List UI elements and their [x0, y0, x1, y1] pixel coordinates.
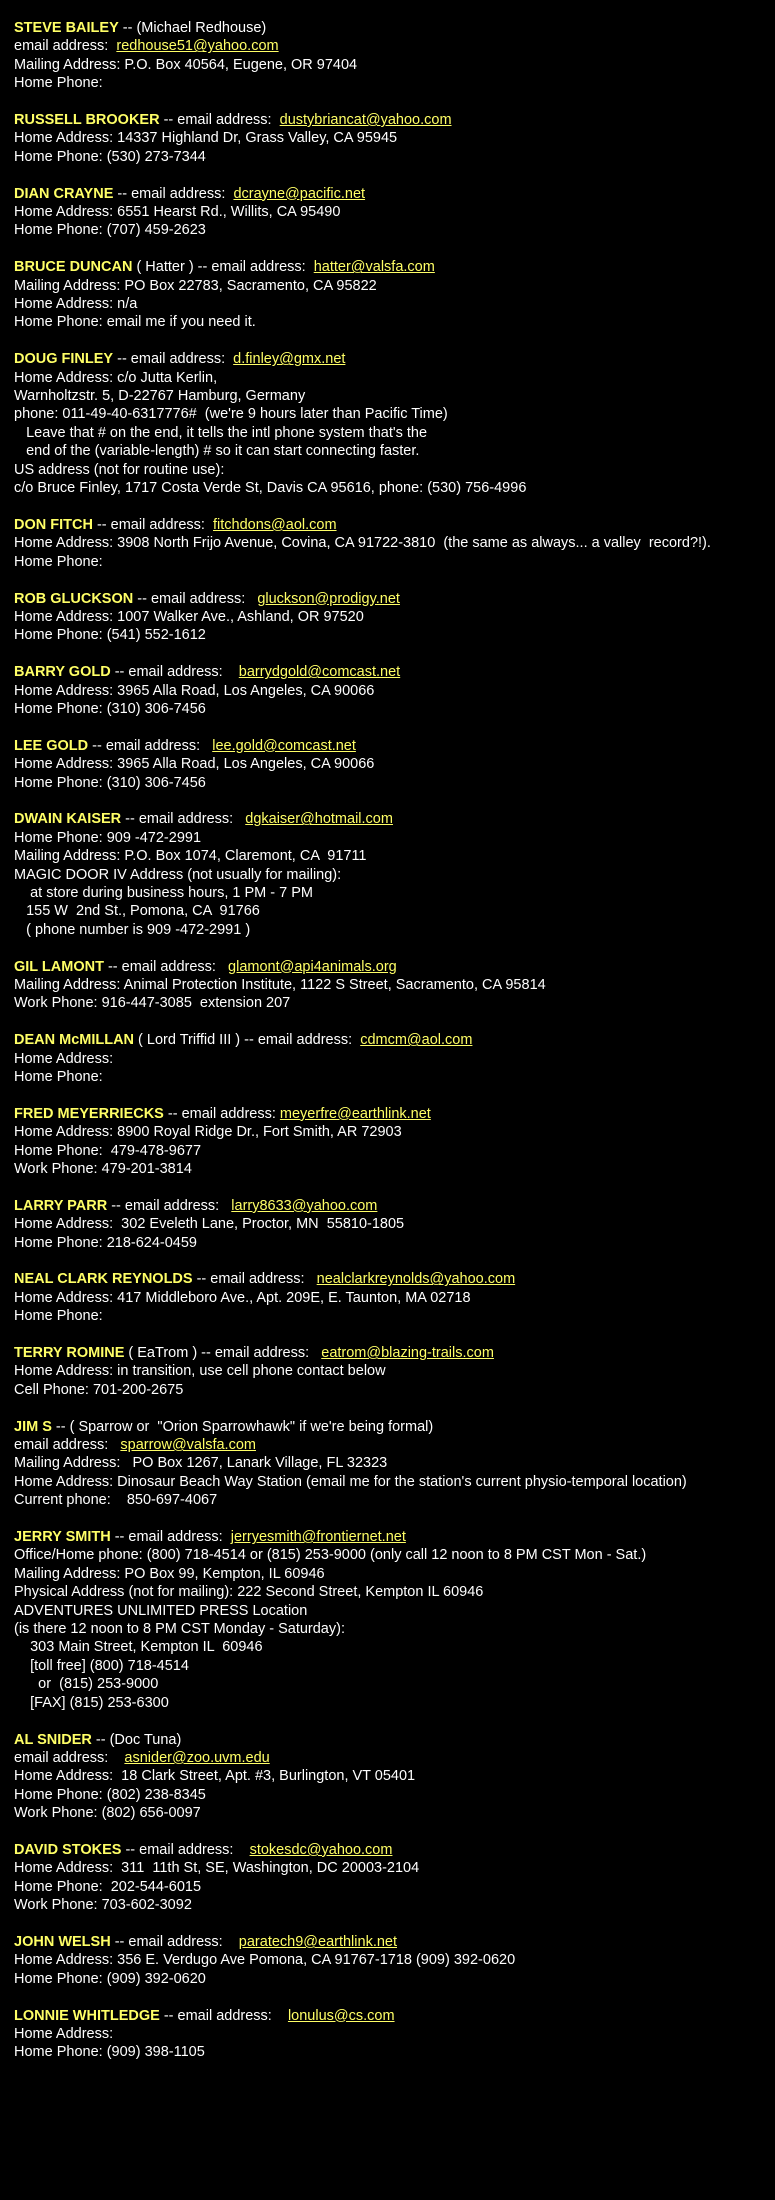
- contact-line: [14, 1197, 774, 1215]
- contact-line: [14, 1859, 774, 1877]
- contact-line: [14, 663, 774, 681]
- contact-detail-text: Physical Address (not for mailing): 222 Second Street, Kempton IL 60946: [14, 1584, 484, 1601]
- contact-line: [14, 37, 774, 55]
- contact-detail-text: -- email address:: [192, 1271, 317, 1288]
- contact-detail-text: -- email address:: [92, 516, 214, 533]
- contact-detail-text: -- email address:: [133, 590, 258, 607]
- contact-line: [14, 1528, 774, 1546]
- contact-line: [14, 1657, 774, 1675]
- email-link[interactable]: hatter@valsfa.com: [313, 259, 435, 276]
- contact-line: [14, 424, 774, 442]
- contact-detail-text: Home Address: 6551 Hearst Rd., Willits, CA 95490: [14, 204, 341, 221]
- contact-detail-text: Work Phone: 479-201-3814: [14, 1161, 192, 1177]
- contact-name: DOUG FINLEY: [14, 351, 114, 368]
- contact-detail-text: Home Phone: 479-478-9677: [14, 1142, 202, 1159]
- contact-detail-text: Mailing Address: P.O. Box 40564, Eugene, OR 97404: [14, 56, 358, 73]
- email-link[interactable]: jerryesmith@frontiernet.net: [230, 1529, 406, 1546]
- contact-entry-larry-parr: [14, 1197, 774, 1252]
- contact-detail-text: Mailing Address: P.O. Box 1074, Claremont, CA 91711: [14, 848, 367, 865]
- email-link[interactable]: barrydgold@comcast.net: [238, 664, 401, 681]
- contact-detail-text: -- (Michael Redhouse): [118, 20, 267, 36]
- contact-detail-text: Home Address: 1007 Walker Ave., Ashland, OR 97520: [14, 608, 364, 625]
- contact-detail-text: Home Phone: 202-544-6015: [14, 1878, 202, 1895]
- contact-line: [14, 148, 774, 166]
- contact-detail-text: Home Phone: (802) 238-8345: [14, 1786, 206, 1803]
- contact-detail-text: email address:: [14, 38, 117, 55]
- contact-line: [14, 626, 774, 644]
- contact-line: [14, 1473, 774, 1491]
- contact-line: [14, 1583, 774, 1601]
- contact-detail-text: Mailing Address: Animal Protection Institute, 1122 S Street, Sacramento, CA 95814: [14, 976, 546, 993]
- contact-line: [14, 921, 774, 939]
- contact-entry-jerry-smith: [14, 1528, 774, 1712]
- contact-entry-lonnie-whitledge: [14, 2007, 774, 2062]
- contact-detail-text: email address:: [14, 1437, 121, 1454]
- contact-detail-text: Home Phone: (541) 552-1612: [14, 627, 206, 644]
- contact-detail-text: ( phone number is 909 -472-2991 ): [14, 921, 251, 938]
- contact-line: [14, 737, 774, 755]
- contact-detail-text: MAGIC DOOR IV Address (not usually for mailing):: [14, 866, 342, 883]
- contact-detail-text: Home Phone: (909) 392-0620: [14, 1970, 206, 1987]
- email-link[interactable]: stokesdc@yahoo.com: [249, 1841, 393, 1858]
- contact-line: [14, 2007, 774, 2025]
- contact-line: [14, 56, 774, 74]
- email-link[interactable]: meyerfre@earthlink.net: [279, 1105, 431, 1122]
- contact-detail-text: -- email address:: [110, 664, 239, 681]
- contact-line: [14, 387, 774, 405]
- contact-line: [14, 700, 774, 718]
- contact-name: JERRY SMITH: [14, 1529, 111, 1546]
- contact-name: BRUCE DUNCAN: [14, 259, 133, 276]
- contact-line: [14, 1804, 774, 1822]
- contact-line: [14, 608, 774, 626]
- contact-detail-text: Home Phone: email me if you need it.: [14, 314, 256, 331]
- contact-detail-text: -- (Doc Tuna): [91, 1731, 182, 1748]
- contact-detail-text: 155 W 2nd St., Pomona, CA 91766: [14, 903, 260, 920]
- contact-detail-text: -- email address:: [113, 185, 234, 202]
- contact-line: [14, 1565, 774, 1583]
- contact-detail-text: Mailing Address: PO Box 99, Kempton, IL 60946: [14, 1565, 325, 1582]
- contact-line: [14, 295, 774, 313]
- contact-entry-david-stokes: [14, 1841, 774, 1915]
- contact-line: [14, 1694, 774, 1712]
- contact-line: [14, 1234, 774, 1252]
- contact-line: [14, 19, 774, 37]
- contact-line: [14, 829, 774, 847]
- contact-detail-text: Home Phone:: [14, 1068, 103, 1085]
- contact-line: [14, 755, 774, 773]
- contact-line: [14, 590, 774, 608]
- contact-line: [14, 774, 774, 792]
- contact-line: [14, 479, 774, 497]
- contact-line: [14, 258, 774, 276]
- contact-line: [14, 1123, 774, 1141]
- contact-entry-steve-bailey: [14, 19, 774, 93]
- contact-entry-jim-s: [14, 1418, 774, 1510]
- contact-line: [14, 866, 774, 884]
- email-link[interactable]: fitchdons@aol.com: [213, 516, 337, 533]
- contact-detail-text: Home Address: c/o Jutta Kerlin,: [14, 369, 218, 386]
- contact-line: [14, 902, 774, 920]
- contact-detail-text: Home Phone: (310) 306-7456: [14, 774, 206, 791]
- contact-entry-al-snider: [14, 1731, 774, 1823]
- contact-detail-text: Current phone: 850-697-4067: [14, 1492, 218, 1509]
- contact-detail-text: Home Address: 18 Clark Street, Apt. #3, Burlington, VT 05401: [14, 1768, 416, 1785]
- contact-entry-dian-crayne: [14, 185, 774, 240]
- contact-detail-text: Home Phone: 218-624-0459: [14, 1234, 197, 1251]
- contact-entry-bruce-duncan: [14, 258, 774, 332]
- contact-detail-text: Home Address:: [14, 2025, 114, 2042]
- contact-line: [14, 1142, 774, 1160]
- contact-name: RUSSELL BROOKER: [14, 112, 160, 129]
- email-link[interactable]: redhouse51@yahoo.com: [116, 38, 279, 55]
- email-link[interactable]: larry8633@yahoo.com: [231, 1197, 378, 1214]
- contact-detail-text: Home Phone:: [14, 553, 103, 570]
- contact-detail-text: Home Phone:: [14, 75, 103, 92]
- email-link[interactable]: gluckson@prodigy.net: [257, 590, 400, 607]
- contact-name: LARRY PARR: [14, 1197, 108, 1214]
- contact-name: GIL LAMONT: [14, 958, 104, 975]
- contact-detail-text: -- email address:: [107, 1197, 232, 1214]
- contact-detail-text: email address:: [14, 1749, 125, 1766]
- contact-detail-text: [FAX] (815) 253-6300: [14, 1694, 169, 1711]
- contact-line: [14, 958, 774, 976]
- contact-name: JOHN WELSH: [14, 1933, 111, 1950]
- contact-line: [14, 1381, 774, 1399]
- contact-name: DON FITCH: [14, 516, 93, 533]
- contact-entry-dean-mcmillan: [14, 1031, 774, 1086]
- contact-line: [14, 2043, 774, 2061]
- contact-line: [14, 1970, 774, 1988]
- contact-detail-text: -- email address:: [121, 1841, 250, 1858]
- contact-line: [14, 369, 774, 387]
- contact-detail-text: -- email address:: [159, 112, 280, 129]
- contact-line: [14, 1951, 774, 1969]
- contact-line: [14, 2025, 774, 2043]
- contact-detail-text: Home Phone: (310) 306-7456: [14, 700, 206, 717]
- contact-name: LEE GOLD: [14, 737, 89, 754]
- contact-detail-text: or (815) 253-9000: [14, 1676, 159, 1693]
- contact-line: [14, 847, 774, 865]
- contact-detail-text: Home Address: 14337 Highland Dr, Grass Valley, CA 95945: [14, 130, 398, 147]
- contact-line: [14, 185, 774, 203]
- email-link[interactable]: cdmcm@aol.com: [360, 1032, 473, 1049]
- contact-line: [14, 516, 774, 534]
- contact-detail-text: Home Address: 356 E. Verdugo Ave Pomona, CA 91767-1718 (909) 392-0620: [14, 1952, 516, 1969]
- contact-name: JIM S: [14, 1418, 52, 1435]
- contact-detail-text: Leave that # on the end, it tells the intl phone system that's the: [14, 424, 428, 441]
- contact-line: [14, 1050, 774, 1068]
- contact-entry-neal-clark-reynolds: [14, 1270, 774, 1325]
- contact-detail-text: ( Hatter ) -- email address:: [132, 259, 314, 276]
- contact-detail-text: Home Phone:: [14, 1308, 103, 1325]
- contact-line: [14, 350, 774, 368]
- contact-line: [14, 1933, 774, 1951]
- contact-detail-text: Work Phone: 703-602-3092: [14, 1897, 192, 1914]
- contact-detail-text: ADVENTURES UNLIMITED PRESS Location: [14, 1602, 308, 1619]
- contact-entry-gil-lamont: [14, 958, 774, 1013]
- contact-detail-text: -- email address:: [103, 958, 229, 975]
- contact-line: [14, 1878, 774, 1896]
- contact-detail-text: Mailing Address: PO Box 1267, Lanark Village, FL 32323: [14, 1455, 388, 1472]
- email-link[interactable]: dcrayne@pacific.net: [233, 185, 366, 202]
- contact-name: LONNIE WHITLEDGE: [14, 2007, 160, 2024]
- email-link[interactable]: d.finley@gmx.net: [233, 351, 346, 368]
- contact-line: [14, 1786, 774, 1804]
- contact-name: STEVE BAILEY: [14, 20, 119, 36]
- contact-detail-text: Home Address: 3908 North Frijo Avenue, Covina, CA 91722-3810 (the same as always... a valley record?!).: [14, 535, 711, 552]
- contact-detail-text: Cell Phone: 701-200-2675: [14, 1381, 184, 1398]
- contact-line: [14, 1215, 774, 1233]
- email-link[interactable]: lee.gold@comcast.net: [212, 737, 356, 754]
- contact-entry-rob-gluckson: [14, 590, 774, 645]
- contact-name: NEAL CLARK REYNOLDS: [14, 1271, 193, 1288]
- contact-line: [14, 129, 774, 147]
- contact-line: [14, 203, 774, 221]
- contact-detail-text: -- ( Sparrow or "Orion Sparrowhawk" if we're being formal): [51, 1418, 434, 1435]
- email-link[interactable]: lonulus@cs.com: [287, 2007, 395, 2024]
- contact-name: TERRY ROMINE: [14, 1345, 125, 1362]
- contact-line: [14, 1418, 774, 1436]
- email-link[interactable]: nealclarkreynolds@yahoo.com: [316, 1271, 516, 1288]
- contact-line: [14, 1675, 774, 1693]
- contact-detail-text: [toll free] (800) 718-4514: [14, 1657, 189, 1674]
- contact-detail-text: Mailing Address: PO Box 22783, Sacramento, CA 95822: [14, 277, 377, 294]
- contact-detail-text: Home Address: Dinosaur Beach Way Station (email me for the station's current physio-temporal location): [14, 1473, 687, 1490]
- contact-detail-text: Home Phone: (707) 459-2623: [14, 222, 206, 239]
- email-link[interactable]: glamont@api4animals.org: [228, 958, 397, 975]
- contact-entry-barry-gold: [14, 663, 774, 718]
- contact-detail-text: Warnholtzstr. 5, D-22767 Hamburg, Germany: [14, 388, 306, 405]
- contact-detail-text: Home Phone: 909 -472-2991: [14, 829, 202, 846]
- contact-line: [14, 1896, 774, 1914]
- contact-detail-text: at store during business hours, 1 PM - 7 PM: [14, 884, 313, 901]
- contact-entry-dwain-kaiser: [14, 810, 774, 939]
- email-link[interactable]: dgkaiser@hotmail.com: [245, 811, 393, 828]
- contact-entry-terry-romine: [14, 1344, 774, 1399]
- contact-line: [14, 553, 774, 571]
- contact-line: [14, 74, 774, 92]
- contact-detail-text: Home Address: 3965 Alla Road, Los Angeles, CA 90066: [14, 682, 375, 699]
- contact-detail-text: Home Address: 8900 Royal Ridge Dr., Fort Smith, AR 72903: [14, 1124, 402, 1141]
- contact-line: [14, 1068, 774, 1086]
- contact-line: [14, 1841, 774, 1859]
- contact-line: [14, 1436, 774, 1454]
- contact-line: [14, 534, 774, 552]
- contact-detail-text: Home Address: 311 11th St, SE, Washington, DC 20003-2104: [14, 1860, 420, 1877]
- contact-name: FRED MEYERRIECKS: [14, 1105, 164, 1122]
- contact-detail-text: phone: 011-49-40-6317776# (we're 9 hours later than Pacific Time): [14, 406, 448, 423]
- contact-line: [14, 884, 774, 902]
- contact-entry-fred-meyerriecks: [14, 1105, 774, 1179]
- contact-directory: [14, 19, 774, 2080]
- contact-line: [14, 221, 774, 239]
- contact-detail-text: Work Phone: 916-447-3085 extension 207: [14, 995, 291, 1012]
- contact-line: [14, 810, 774, 828]
- contact-detail-text: -- email address:: [113, 351, 234, 368]
- contact-line: [14, 1731, 774, 1749]
- contact-name: DIAN CRAYNE: [14, 185, 114, 202]
- contact-entry-lee-gold: [14, 737, 774, 792]
- contact-detail-text: end of the (variable-length) # so it can start connecting faster.: [14, 443, 420, 460]
- contact-line: [14, 1620, 774, 1638]
- contact-detail-text: c/o Bruce Finley, 1717 Costa Verde St, Davis CA 95616, phone: (530) 756-4996: [14, 480, 527, 497]
- contact-detail-text: Home Phone: (909) 398-1105: [14, 2044, 205, 2061]
- contact-line: [14, 442, 774, 460]
- contact-detail-text: US address (not for routine use):: [14, 461, 225, 478]
- contact-line: [14, 1767, 774, 1785]
- email-link[interactable]: asnider@zoo.uvm.edu: [124, 1749, 270, 1766]
- email-link[interactable]: sparrow@valsfa.com: [120, 1437, 256, 1454]
- contact-detail-text: ( Lord Triffid III ) -- email address:: [134, 1032, 361, 1049]
- contact-detail-text: -- email address:: [110, 1529, 231, 1546]
- contact-line: [14, 405, 774, 423]
- contact-line: [14, 461, 774, 479]
- contact-line: [14, 111, 774, 129]
- contact-line: [14, 1491, 774, 1509]
- contact-line: [14, 1638, 774, 1656]
- contact-detail-text: Home Address:: [14, 1050, 114, 1067]
- contact-line: [14, 1160, 774, 1178]
- contact-name: ROB GLUCKSON: [14, 590, 134, 607]
- contact-detail-text: -- email address:: [110, 1933, 239, 1950]
- contact-line: [14, 1362, 774, 1380]
- contact-line: [14, 1602, 774, 1620]
- contact-detail-text: Home Phone: (530) 273-7344: [14, 148, 206, 165]
- contact-line: [14, 1105, 774, 1123]
- contact-line: [14, 682, 774, 700]
- contact-line: [14, 994, 774, 1012]
- contact-detail-text: Home Address: 302 Eveleth Lane, Proctor, MN 55810-1805: [14, 1216, 405, 1233]
- contact-detail-text: Home Address: in transition, use cell phone contact below: [14, 1363, 386, 1380]
- contact-line: [14, 1270, 774, 1288]
- contact-line: [14, 277, 774, 295]
- contact-detail-text: -- email address:: [88, 737, 213, 754]
- contact-entry-russell-brooker: [14, 111, 774, 166]
- email-link[interactable]: paratech9@earthlink.net: [238, 1933, 398, 1950]
- contact-line: [14, 1344, 774, 1362]
- contact-line: [14, 313, 774, 331]
- contact-name: DWAIN KAISER: [14, 811, 122, 828]
- contact-name: DEAN McMILLAN: [14, 1032, 135, 1049]
- contact-line: [14, 1546, 774, 1564]
- contact-name: AL SNIDER: [14, 1731, 92, 1748]
- contact-name: BARRY GOLD: [14, 664, 111, 681]
- contact-detail-text: Work Phone: (802) 656-0097: [14, 1805, 201, 1822]
- contact-line: [14, 1307, 774, 1325]
- contact-line: [14, 1749, 774, 1767]
- contact-name: DAVID STOKES: [14, 1841, 122, 1858]
- contact-detail-text: -- email address:: [163, 1105, 280, 1122]
- contact-detail-text: (is there 12 noon to 8 PM CST Monday - Saturday):: [14, 1621, 345, 1638]
- contact-entry-john-welsh: [14, 1933, 774, 1988]
- contact-line: [14, 1289, 774, 1307]
- contact-detail-text: -- email address:: [121, 811, 246, 828]
- contact-entry-doug-finley: [14, 350, 774, 497]
- contact-detail-text: ( EaTrom ) -- email address:: [124, 1345, 322, 1362]
- contact-entry-don-fitch: [14, 516, 774, 571]
- contact-detail-text: Office/Home phone: (800) 718-4514 or (815) 253-9000 (only call 12 noon to 8 PM CST Mon - Sat.): [14, 1547, 647, 1564]
- contact-detail-text: 303 Main Street, Kempton IL 60946: [14, 1639, 263, 1656]
- contact-detail-text: Home Address: 3965 Alla Road, Los Angeles, CA 90066: [14, 756, 375, 773]
- contact-line: [14, 1454, 774, 1472]
- contact-line: [14, 976, 774, 994]
- contact-detail-text: Home Address: n/a: [14, 296, 138, 313]
- contact-detail-text: -- email address:: [159, 2007, 288, 2024]
- contact-line: [14, 1031, 774, 1049]
- email-link[interactable]: dustybriancat@yahoo.com: [279, 112, 452, 129]
- email-link[interactable]: eatrom@blazing-trails.com: [321, 1345, 494, 1362]
- contact-detail-text: Home Address: 417 Middleboro Ave., Apt. 209E, E. Taunton, MA 02718: [14, 1289, 471, 1306]
